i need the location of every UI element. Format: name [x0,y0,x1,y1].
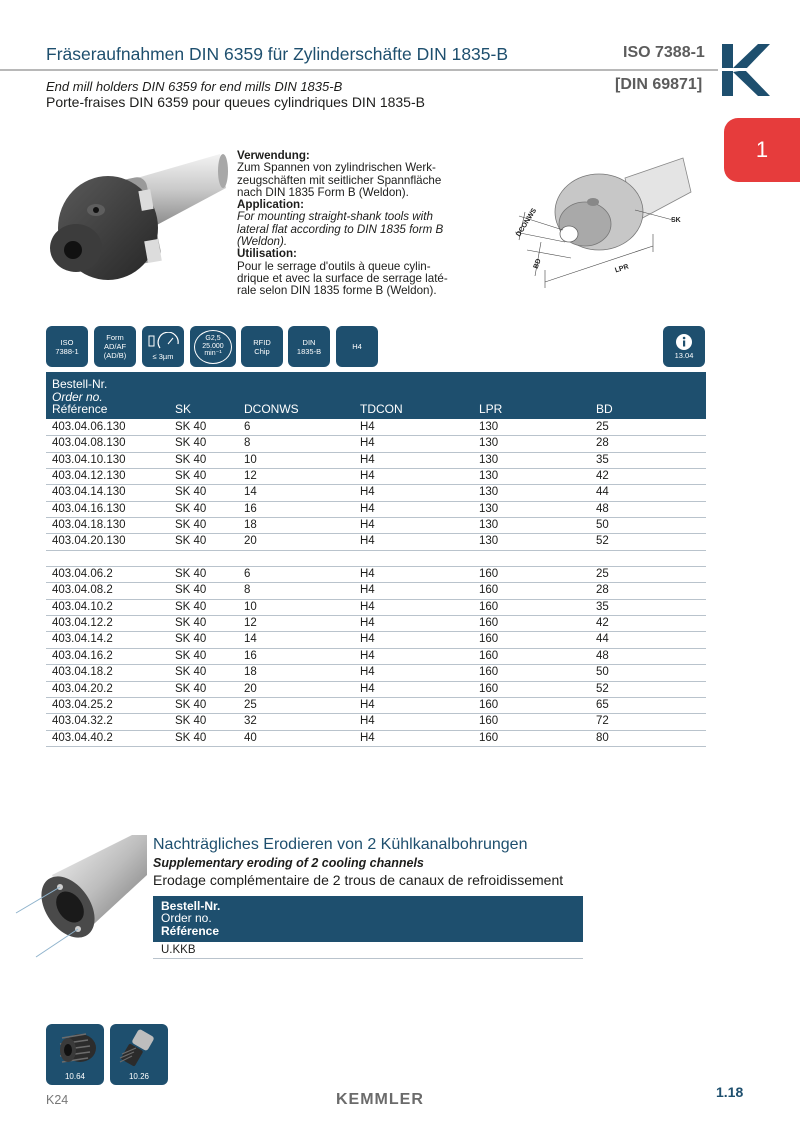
dimension-drawing [505,150,705,305]
cell-tdcon: H4 [360,731,375,744]
usage-text-fr: Pour le serrage d'outils à queue cylin- [237,259,431,273]
cell-bd: 25 [596,568,609,581]
cell-sk: SK 40 [175,437,207,450]
cell-bd: 35 [596,453,609,466]
cooling-order-no: U.KKB [161,944,196,956]
cell-bd: 25 [596,421,609,433]
table-row[interactable] [46,665,706,681]
cell-lpr: 160 [479,666,499,679]
cell-bd: 52 [596,682,609,695]
cell-dconws: 14 [244,486,257,499]
head-order-de: Bestell-Nr. [52,377,108,391]
cell-order-no: 403.04.32.2 [52,715,113,728]
cell-bd: 50 [596,666,609,679]
usage-description [237,150,497,298]
info-icon [675,333,693,351]
usage-heading-fr: Utilisation: [237,247,297,261]
cell-order-no: 403.04.40.2 [52,731,113,744]
cell-bd: 50 [596,519,609,532]
cell-bd: 52 [596,535,609,548]
cell-sk: SK 40 [175,568,207,581]
cell-tdcon: H4 [360,666,375,679]
drawing-label-bd: BD [532,257,543,270]
cell-lpr: 130 [479,421,499,433]
badge-rfid-b: Chip [254,346,270,356]
cell-dconws: 40 [244,731,257,744]
cooling-channel-photo [12,835,147,960]
cell-tdcon: H4 [360,421,375,433]
holder-photo [40,150,230,290]
cell-dconws: 20 [244,682,257,695]
cell-sk: SK 40 [175,600,207,613]
cell-sk: SK 40 [175,633,207,646]
cell-dconws: 16 [244,502,257,515]
cell-tdcon: H4 [360,453,375,466]
page-number: 1.18 [716,1084,744,1100]
table-spacer-row [46,551,706,567]
cell-tdcon: H4 [360,470,375,483]
head-sk: SK [175,402,192,416]
table-row[interactable] [46,600,706,616]
cell-lpr: 160 [479,715,499,728]
header-divider [0,69,730,71]
cooling-head-en: Order no. [161,911,212,926]
table-row[interactable] [46,534,706,550]
info-ref: 13.04 [674,351,694,360]
table-row[interactable] [46,731,706,747]
badge-runout [142,326,184,367]
usage-heading-de: Verwendung: [237,149,310,162]
badge-form-b: AD/AF [103,342,127,351]
cell-order-no: 403.04.10.130 [52,453,126,466]
cell-lpr: 130 [479,502,499,515]
cooling-order-row[interactable] [153,942,583,959]
balance-ring-icon [194,330,232,364]
cell-tdcon: H4 [360,698,375,711]
cell-dconws: 6 [244,568,251,581]
cell-dconws: 18 [244,519,257,532]
cell-sk: SK 40 [175,486,207,499]
usage-text-en: For mounting straight-shank tools with [237,210,433,224]
cell-order-no: 403.04.12.130 [52,470,126,483]
table-row[interactable] [46,616,706,632]
threaded-bushing-icon [50,1028,100,1070]
usage-text-de: Zum Spannen von zylindrischen Werk- [237,161,436,175]
cell-lpr: 130 [479,470,499,483]
usage-text-en: lateral flat according to DIN 1835 form B [237,222,444,236]
title-french: Porte-fraises DIN 6359 pour queues cylindriques DIN 1835-B [46,94,425,110]
cell-tdcon: H4 [360,715,375,728]
cell-order-no: 403.04.08.130 [52,437,126,450]
cell-sk: SK 40 [175,502,207,515]
kemmler-logo-icon [718,42,770,98]
badge-form [94,326,136,367]
cell-bd: 65 [596,698,609,711]
cell-tdcon: H4 [360,649,375,662]
table-row[interactable] [46,583,706,599]
accessory-10-26[interactable] [110,1024,168,1085]
cell-sk: SK 40 [175,731,207,744]
badge-runout-value: ≤ 3µm [152,352,174,361]
cell-order-no: 403.04.25.2 [52,698,113,711]
cell-order-no: 403.04.20.2 [52,682,113,695]
accessory-ref-1: 10.64 [64,1072,86,1081]
cooling-head-de: Bestell-Nr. [161,899,221,913]
drawing-label-lpr: LPR [614,263,630,275]
din-standard: [DIN 69871] [615,76,703,93]
table-row[interactable] [46,436,706,452]
cell-sk: SK 40 [175,519,207,532]
badge-iso-a: ISO [60,337,74,347]
cooling-title-en: Supplementary eroding of 2 cooling channels [153,856,424,870]
table-row[interactable] [46,485,706,501]
cooling-title-de: Nachträgliches Erodieren von 2 Kühlkanalbohrungen [153,836,528,853]
cell-tdcon: H4 [360,633,375,646]
badge-balance-c: min⁻¹ [204,350,222,358]
cell-order-no: 403.04.08.2 [52,584,113,597]
cell-dconws: 25 [244,698,257,711]
table-row[interactable] [46,518,706,534]
badge-rfid-a: RFID [253,337,271,347]
cell-sk: SK 40 [175,682,207,695]
iso-standard: ISO 7388-1 [623,44,705,61]
footer-brand: KEMMLER [336,1091,424,1108]
cell-dconws: 8 [244,584,251,597]
cell-bd: 72 [596,715,609,728]
cell-order-no: 403.04.18.2 [52,666,113,679]
cell-bd: 48 [596,502,609,515]
cell-lpr: 160 [479,568,499,581]
cell-tdcon: H4 [360,568,375,581]
cell-tdcon: H4 [360,617,375,630]
table-header [46,372,706,419]
cell-order-no: 403.04.16.2 [52,649,113,662]
head-lpr: LPR [479,402,503,416]
title-english: End mill holders DIN 6359 for end mills DIN 1835-B [46,79,343,94]
usage-text-fr: rale selon DIN 1835 forme B (Weldon). [237,284,437,298]
usage-heading-en: Application: [237,198,304,212]
head-bd: BD [596,402,613,416]
cell-dconws: 12 [244,617,257,630]
head-tdcon: TDCON [360,402,403,416]
badge-form-a: Form [106,333,124,342]
cell-sk: SK 40 [175,421,207,433]
cell-order-no: 403.04.12.2 [52,617,113,630]
table-row[interactable] [46,420,706,436]
cell-lpr: 160 [479,600,499,613]
cell-dconws: 10 [244,453,257,466]
cell-dconws: 10 [244,600,257,613]
cell-dconws: 8 [244,437,251,450]
cell-lpr: 160 [479,649,499,662]
drawing-label-dconws: DCONWS [515,207,539,239]
table-row[interactable] [46,682,706,698]
cell-lpr: 130 [479,486,499,499]
cell-lpr: 160 [479,682,499,695]
badge-form-c: (AD/B) [103,351,127,360]
cell-bd: 44 [596,486,609,499]
chapter-tab[interactable]: 1 [724,118,800,182]
cell-sk: SK 40 [175,715,207,728]
cell-dconws: 6 [244,421,251,433]
cell-dconws: 16 [244,649,257,662]
cell-order-no: 403.04.06.2 [52,568,113,581]
head-order-en: Order no. [52,390,103,404]
cell-bd: 28 [596,437,609,450]
drawing-label-sk: SK [671,217,681,224]
cell-dconws: 14 [244,633,257,646]
runout-gauge-icon [146,332,180,352]
cell-tdcon: H4 [360,682,375,695]
accessory-10-64[interactable] [46,1024,104,1085]
cell-order-no: 403.04.06.130 [52,421,126,433]
usage-text-de: zeugschäften mit seitlicher Spannfläche [237,173,442,187]
table-row[interactable] [46,469,706,485]
badge-iso-b: 7388-1 [55,346,79,356]
cell-tdcon: H4 [360,600,375,613]
accessory-ref-2: 10.26 [128,1072,150,1081]
cell-lpr: 130 [479,453,499,466]
cell-sk: SK 40 [175,453,207,466]
cell-sk: SK 40 [175,584,207,597]
cell-sk: SK 40 [175,535,207,548]
cooling-table-header [153,896,583,942]
cell-bd: 35 [596,600,609,613]
badge-iso [46,326,88,367]
cell-lpr: 160 [479,617,499,630]
head-dconws: DCONWS [244,402,299,416]
cell-tdcon: H4 [360,535,375,548]
cooling-title-fr: Erodage complémentaire de 2 trous de canaux de refroidissement [153,872,564,888]
cell-lpr: 160 [479,698,499,711]
table-row[interactable] [46,567,706,583]
usage-text-fr: drique et avec la surface de serrage laté- [237,271,448,285]
badge-h4-label: H4 [352,342,362,351]
badge-din-a: DIN [302,337,316,347]
table-row[interactable] [46,649,706,665]
cell-dconws: 12 [244,470,257,483]
cell-tdcon: H4 [360,584,375,597]
cell-lpr: 130 [479,437,499,450]
cell-sk: SK 40 [175,666,207,679]
cell-tdcon: H4 [360,486,375,499]
footer-catalog-code: K24 [46,1093,69,1107]
cell-dconws: 32 [244,715,257,728]
cell-lpr: 160 [479,584,499,597]
cell-bd: 42 [596,617,609,630]
cell-tdcon: H4 [360,519,375,532]
badge-din [288,326,330,367]
table-row[interactable] [46,714,706,730]
cell-dconws: 20 [244,535,257,548]
info-button[interactable] [663,326,705,367]
cell-lpr: 160 [479,731,499,744]
cell-bd: 48 [596,649,609,662]
cell-dconws: 18 [244,666,257,679]
table-row[interactable] [46,502,706,518]
badge-balance-b: 25.000 [202,342,224,350]
cell-sk: SK 40 [175,470,207,483]
badge-balance [190,326,236,367]
table-body [46,420,706,747]
table-row[interactable] [46,698,706,714]
badge-h4 [336,326,378,367]
badge-rfid [241,326,283,367]
cell-order-no: 403.04.16.130 [52,502,126,515]
page-title: Fräseraufnahmen DIN 6359 für Zylinderschäfte DIN 1835-B [46,44,509,64]
stop-screw-icon [114,1028,164,1070]
cell-tdcon: H4 [360,437,375,450]
cell-order-no: 403.04.18.130 [52,519,126,532]
table-row[interactable] [46,632,706,648]
usage-text-en: (Weldon). [237,235,288,249]
cell-lpr: 160 [479,633,499,646]
cell-lpr: 130 [479,535,499,548]
cell-bd: 42 [596,470,609,483]
cell-order-no: 403.04.10.2 [52,600,113,613]
cell-bd: 80 [596,731,609,744]
cooling-head-fr: Référence [161,923,220,938]
cell-sk: SK 40 [175,649,207,662]
cell-order-no: 403.04.14.130 [52,486,126,499]
cell-bd: 28 [596,584,609,597]
cell-tdcon: H4 [360,502,375,515]
table-row[interactable] [46,453,706,469]
head-order-fr: Référence [52,402,108,416]
cell-sk: SK 40 [175,617,207,630]
usage-text-de: nach DIN 1835 Form B (Weldon). [237,185,409,199]
cell-lpr: 130 [479,519,499,532]
badge-din-b: 1835-B [296,346,322,356]
cell-bd: 44 [596,633,609,646]
cell-order-no: 403.04.20.130 [52,535,126,548]
cell-sk: SK 40 [175,698,207,711]
badge-balance-a: G2,5 [205,335,221,343]
cell-order-no: 403.04.14.2 [52,633,113,646]
